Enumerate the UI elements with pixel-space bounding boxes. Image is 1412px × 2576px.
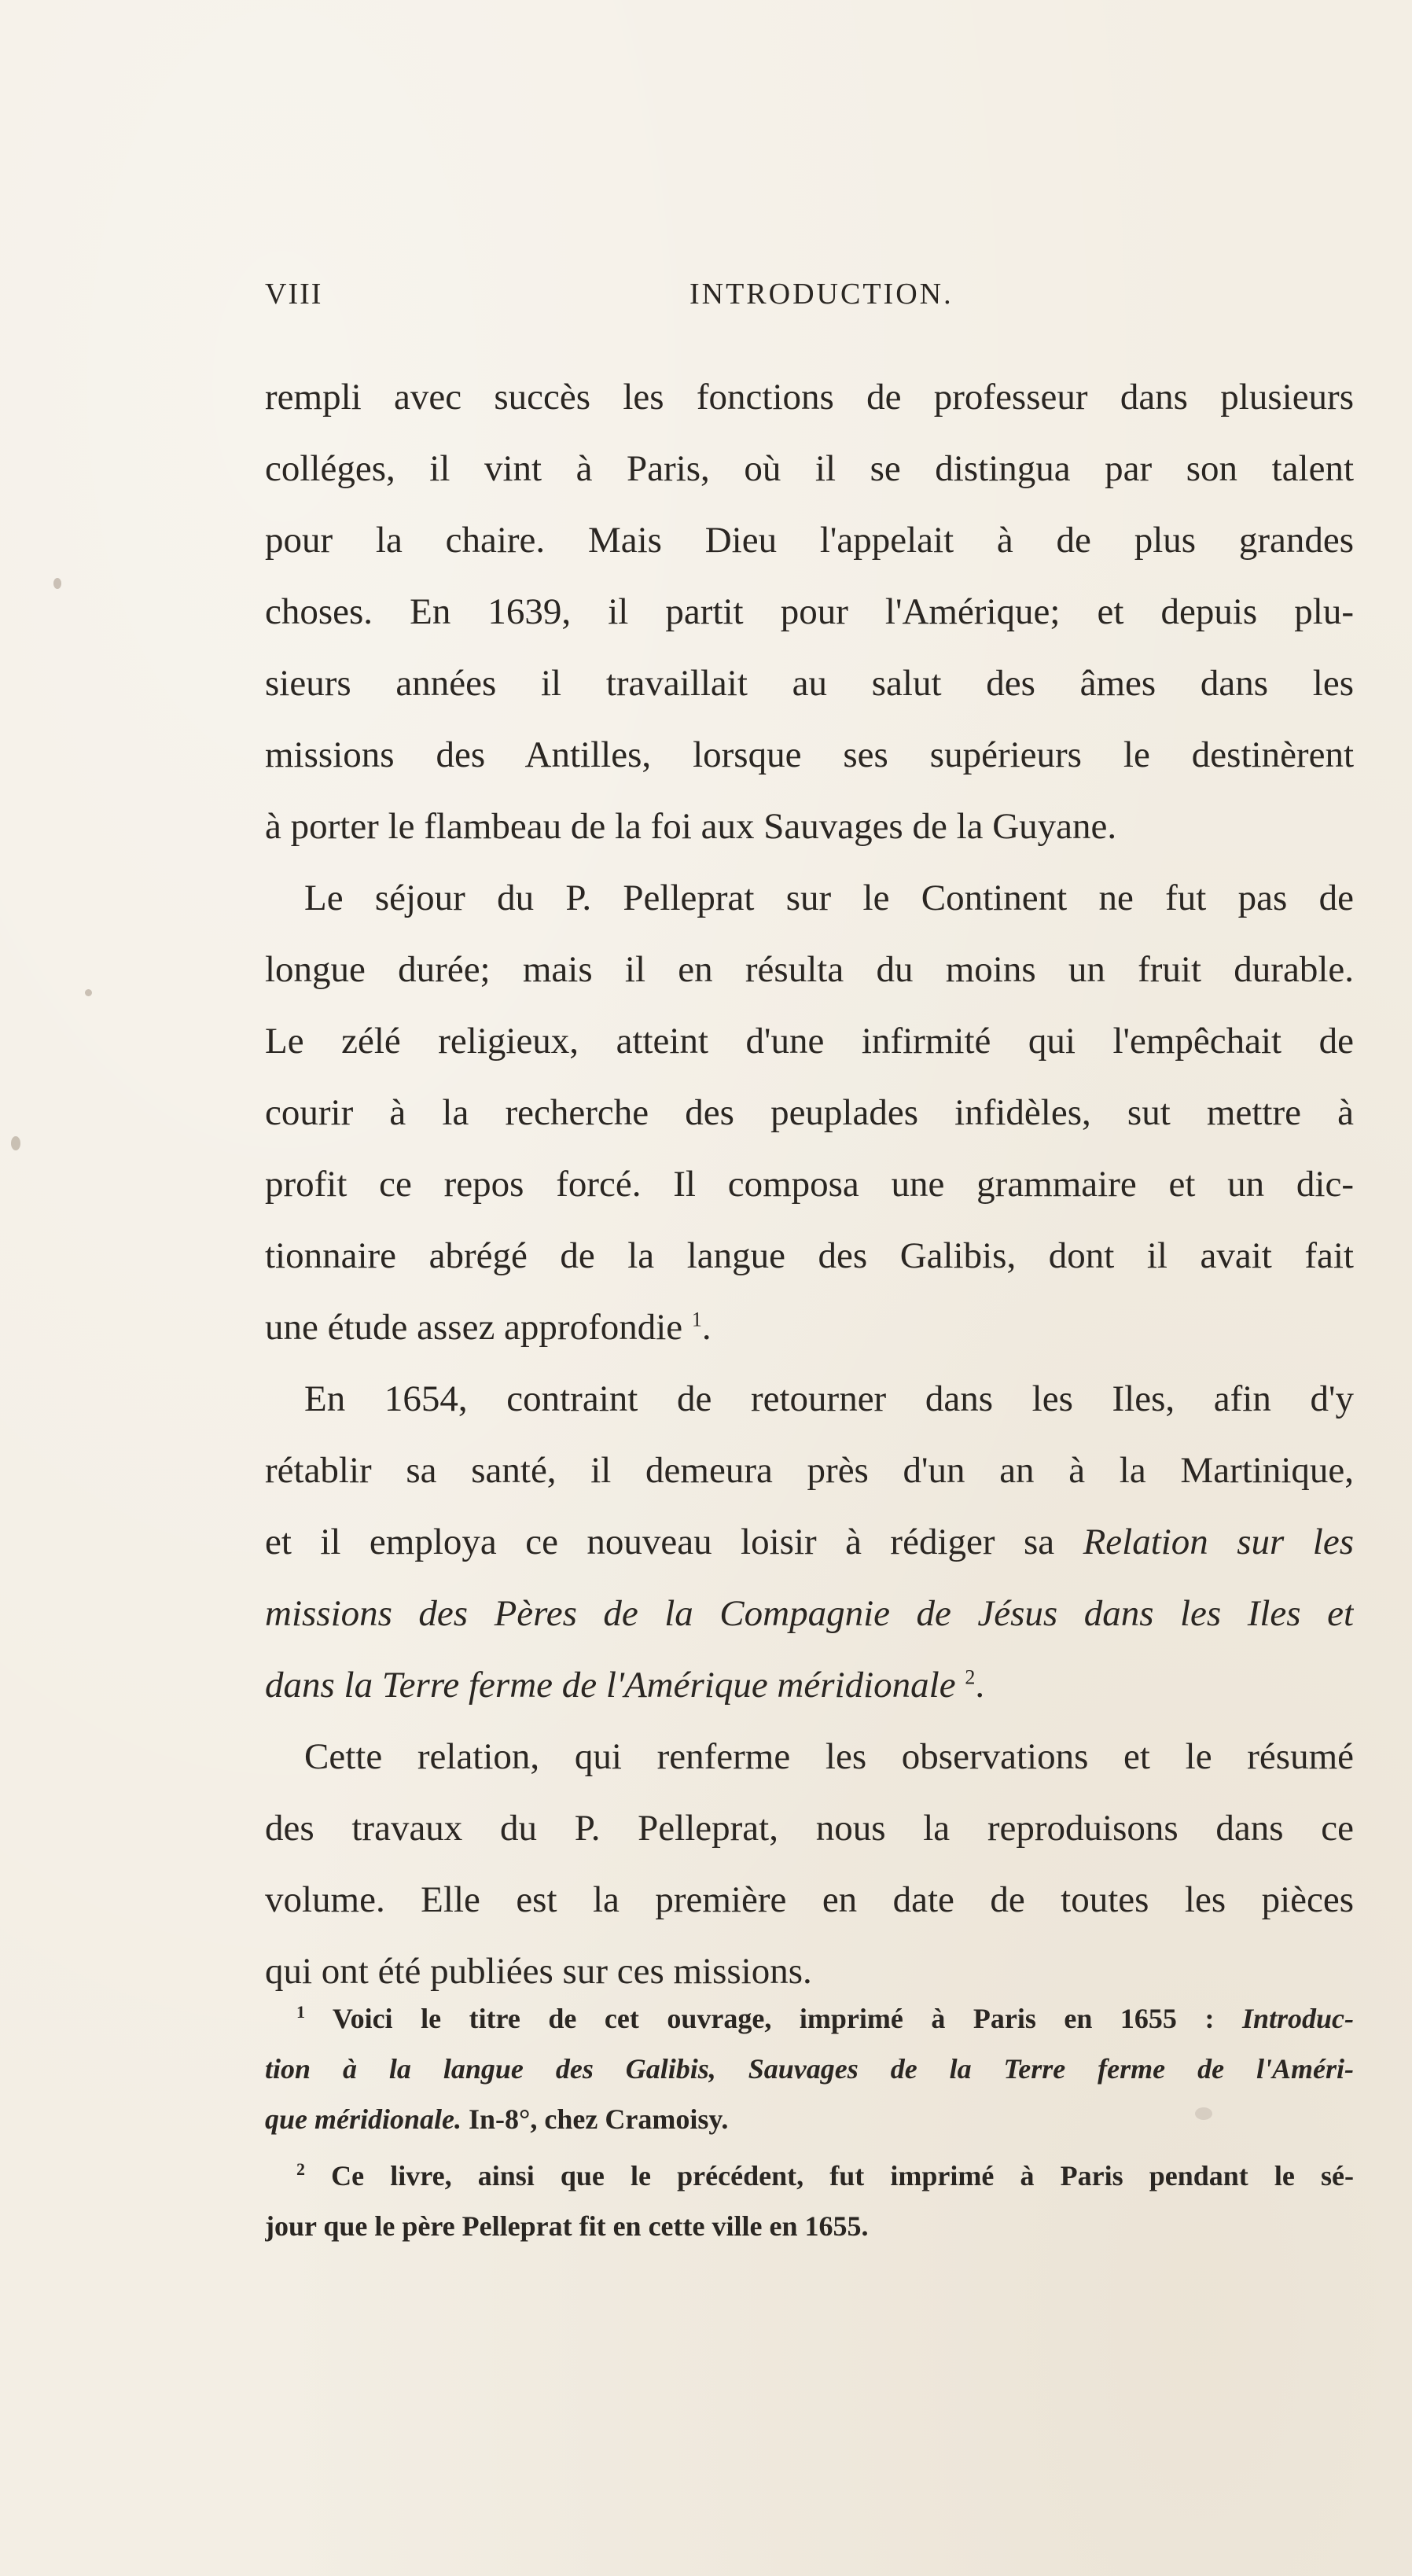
body-line: missions des Antilles, lorsque ses supérieurs le destinèrent (265, 734, 1354, 775)
body-line: colléges, il vint à Paris, où il se distingua par son talent (265, 448, 1354, 489)
body-line: choses. En 1639, il partit pour l'Amérique; et depuis plu- (265, 591, 1354, 632)
footnote-2-line (265, 2151, 1354, 2201)
body-line (265, 1650, 1354, 1721)
page-number: VIII (265, 278, 323, 311)
footnote-1-mark: 1 (296, 2002, 305, 2022)
body-line: volume. Elle est la première en date de toutes les pièces (265, 1879, 1354, 1920)
italic-title: Relation sur les (1083, 1522, 1354, 1562)
footnote-ref-1: 1 (691, 1308, 702, 1331)
body-line: pour la chaire. Mais Dieu l'appelait à de plus grandes (265, 520, 1354, 561)
body-line: Cette relation, qui renferme les observations et le résumé (304, 1736, 1354, 1777)
body-line: rétablir sa santé, il demeura près d'un an à la Martinique, (265, 1450, 1354, 1491)
running-title: INTRODUCTION. (689, 278, 954, 311)
body-line: En 1654, contraint de retourner dans les Iles, afin d'y (304, 1378, 1354, 1419)
italic-title-line: missions des Pères de la Compagnie de Jésus dans les Iles et (265, 1593, 1354, 1634)
footnotes (265, 1993, 1354, 2251)
footnote-2-text: Ce livre, ainsi que le précédent, fut imprimé à Paris pendant le sé- (331, 2160, 1354, 2191)
paper-speck (11, 1136, 20, 1150)
footnote-1-title: que méridionale. (265, 2103, 461, 2135)
italic-title: dans la Terre ferme de l'Amérique méridionale (265, 1665, 956, 1706)
body-line (265, 1292, 1354, 1363)
body-line: longue durée; mais il en résulta du moins un fruit durable. (265, 949, 1354, 990)
paper-speck (1195, 2107, 1212, 2120)
body-line-text: une étude assez approfondie (265, 1307, 683, 1348)
footnote-1-text: In-8°, chez Cramoisy. (469, 2103, 729, 2135)
body-line: rempli avec succès les fonctions de professeur dans plusieurs (265, 377, 1354, 418)
footnote-2-mark: 2 (296, 2159, 305, 2179)
body-line: à porter le flambeau de la foi aux Sauvages de la Guyane. (265, 806, 1117, 847)
footnote-1-line: tion à la langue des Galibis, Sauvages de la Terre ferme de l'Améri- (265, 2053, 1354, 2085)
body-line-text: et il employa ce nouveau loisir à rédiger sa (265, 1522, 1055, 1562)
body-line: Le séjour du P. Pelleprat sur le Continent ne fut pas de (304, 878, 1354, 918)
footnote-1-line (265, 2094, 1354, 2144)
body-text (265, 362, 1354, 2007)
footnote-1-title: Introduc- (1241, 2003, 1354, 2034)
body-line: tionnaire abrégé de la langue des Galibis, dont il avait fait (265, 1235, 1354, 1276)
body-line: profit ce repos forcé. Il composa une grammaire et un dic- (265, 1164, 1354, 1205)
footnote-1-line (265, 1993, 1354, 2044)
footnote-2-line: jour que le père Pelleprat fit en cette ville en 1655. (265, 2210, 869, 2242)
paper-speck (85, 989, 92, 996)
body-line: courir à la recherche des peuplades infidèles, sut mettre à (265, 1092, 1354, 1133)
body-line: qui ont été publiées sur ces missions. (265, 1951, 812, 1992)
footnote-ref-2: 2 (965, 1665, 976, 1689)
body-line: sieurs années il travaillait au salut des âmes dans les (265, 663, 1354, 704)
paper-speck (53, 578, 61, 589)
running-head (265, 277, 1358, 324)
body-line: des travaux du P. Pelleprat, nous la reproduisons dans ce (265, 1808, 1354, 1849)
sentence-period: . (975, 1665, 985, 1706)
body-line: Le zélé religieux, atteint d'une infirmité qui l'empêchait de (265, 1021, 1354, 1062)
sentence-period: . (701, 1307, 712, 1348)
body-line (265, 1507, 1354, 1578)
footnote-1-text: Voici le titre de cet ouvrage, imprimé à Paris en 1655 : (332, 2003, 1215, 2034)
